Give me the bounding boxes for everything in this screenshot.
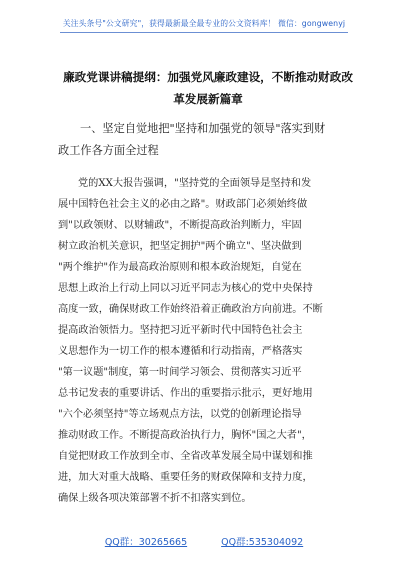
qq-group-link-1[interactable]: QQ群：30265665 (104, 537, 188, 548)
paragraph-line: 提高政治领悟力。坚持把习近平新时代中国特色社会主 (58, 325, 303, 336)
paragraph-line: 推动财政工作。不断提高政治执行力，胸怀"国之大者"， (58, 430, 312, 441)
section-heading (58, 118, 358, 162)
qq-group-link-2[interactable]: QQ群:535304092 (221, 537, 304, 548)
title-line-2: 革发展新篇章 (173, 92, 243, 106)
paragraph-line: 总书记发表的重要讲话、作出的重要指示批示，更好地用 (58, 388, 313, 399)
paragraph-line: 树立政治机关意识，把坚定拥护"两个确立"、坚决做到 (58, 241, 302, 252)
paragraph-line: 确保上级各项决策部署不折不扣落实到位。 (58, 493, 252, 504)
paragraph-line: 高度一致，确保财政工作始终沿着正确政治方向前进。不断 (58, 304, 323, 315)
paragraph-line: 到"以政领财、以财辅政"，不断提高政治判断力，牢固 (58, 220, 302, 231)
header-note: 关注头条号"公文研究"，获得最新最全最专业的公文资料库！ 微信：gongwenyj (62, 19, 346, 28)
paragraph-line: "第一议题"制度，第一时间学习领会、贯彻落实习近平 (58, 367, 302, 378)
paragraph-line: "六个必须坚持"等立场观点方法，以党的创新理论指导 (58, 409, 302, 420)
section-heading-line-1: 一、坚定自觉地把"坚持和加强党的领导"落实到财 (80, 122, 326, 135)
paragraph-line: 义思想作为一切工作的根本遵循和行动指南，严格落实 (58, 346, 303, 357)
paragraph-line: 自觉把财政工作放到全市、全省改革发展全局中谋划和推 (58, 451, 313, 462)
section-heading-line-2: 政工作各方面全过程 (58, 144, 159, 157)
header-divider (60, 32, 348, 33)
title-line-1: 廉政党课讲稿提纲：加强党风廉政建设，不断推动财政改 (63, 70, 353, 84)
paragraph-line: 进，加大对重大战略、重要任务的财政保障和支持力度， (58, 472, 313, 483)
document-title (58, 66, 358, 110)
body-paragraph (58, 173, 358, 509)
paragraph-line: 思想上政治上行动上同以习近平同志为核心的党中央保持 (58, 283, 313, 294)
paragraph-line: "两个维护"作为最高政治原则和根本政治规矩，自觉在 (58, 262, 302, 273)
paragraph-line: 展中国特色社会主义的必由之路"。财政部门必须始终做 (58, 199, 308, 210)
paragraph-line: 党的XX大报告强调，"坚持党的全面领导是坚持和发 (78, 178, 312, 189)
footer (0, 534, 408, 548)
